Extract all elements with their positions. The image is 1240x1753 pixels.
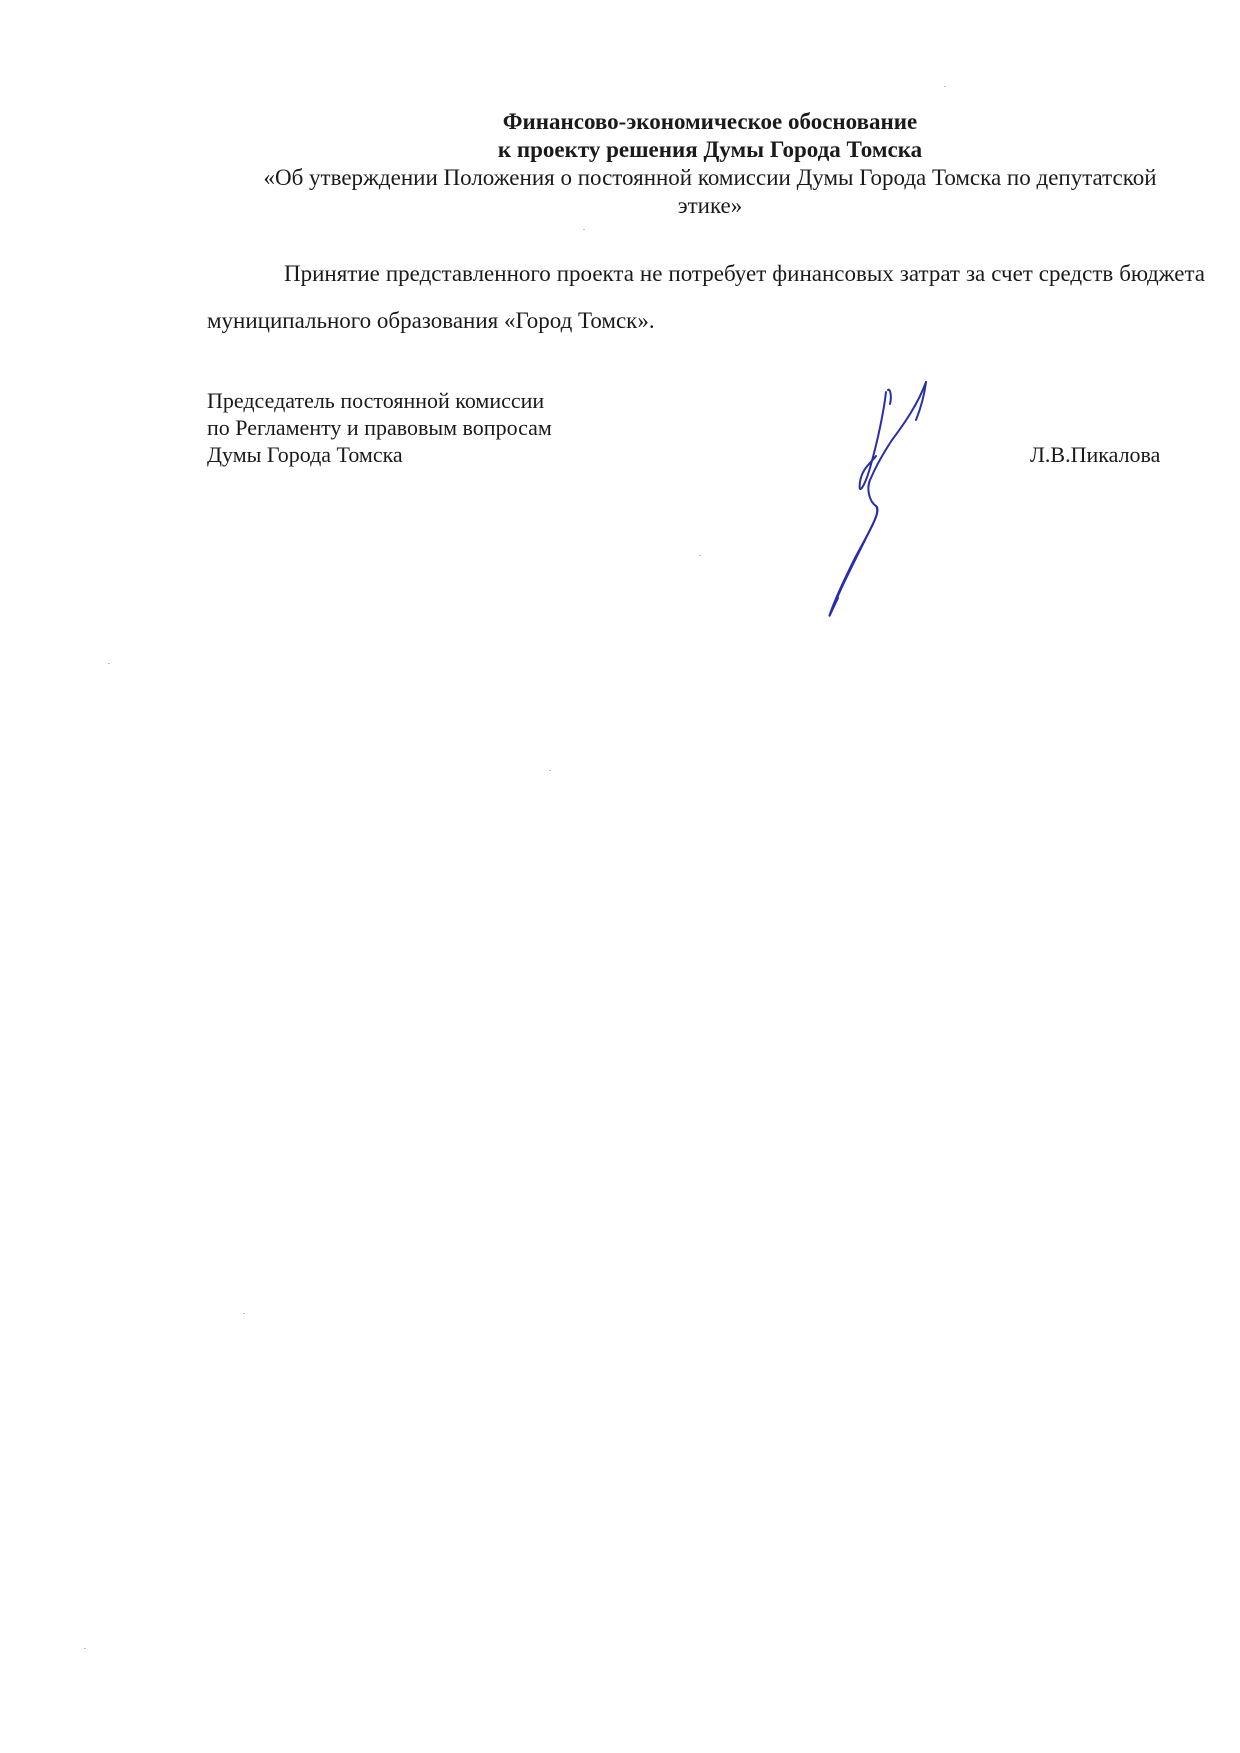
document-heading: [180, 108, 1240, 220]
scan-speck: [583, 229, 585, 230]
scan-speck: [699, 555, 701, 556]
heading-line-2: к проекту решения Думы Города Томска: [497, 137, 923, 162]
scan-speck: [243, 1313, 245, 1314]
signatory-name: Л.В.Пикалова: [1030, 442, 1161, 467]
scan-speck: [549, 770, 551, 771]
scan-speck: [84, 1648, 86, 1649]
position-line-2: по Регламенту и правовым вопросам: [207, 415, 552, 440]
handwritten-signature: [800, 370, 960, 620]
body-paragraph: Принятие представленного проекта не потребует финансовых затрат за счет средств бюджета муниципального образования «Город Томск».: [207, 261, 1205, 333]
position-line-1: Председатель постоянной комиссии: [207, 388, 545, 413]
heading-line-1: Финансово-экономическое обоснование: [502, 109, 918, 134]
scan-speck: [108, 663, 110, 664]
position-line-3: Думы Города Томска: [207, 442, 403, 467]
subject-line-2: этике»: [677, 193, 743, 218]
subject-line-1: «Об утверждении Положения о постоянной комиссии Думы Города Томска по депутатской: [263, 165, 1157, 190]
scan-speck: [944, 86, 946, 87]
